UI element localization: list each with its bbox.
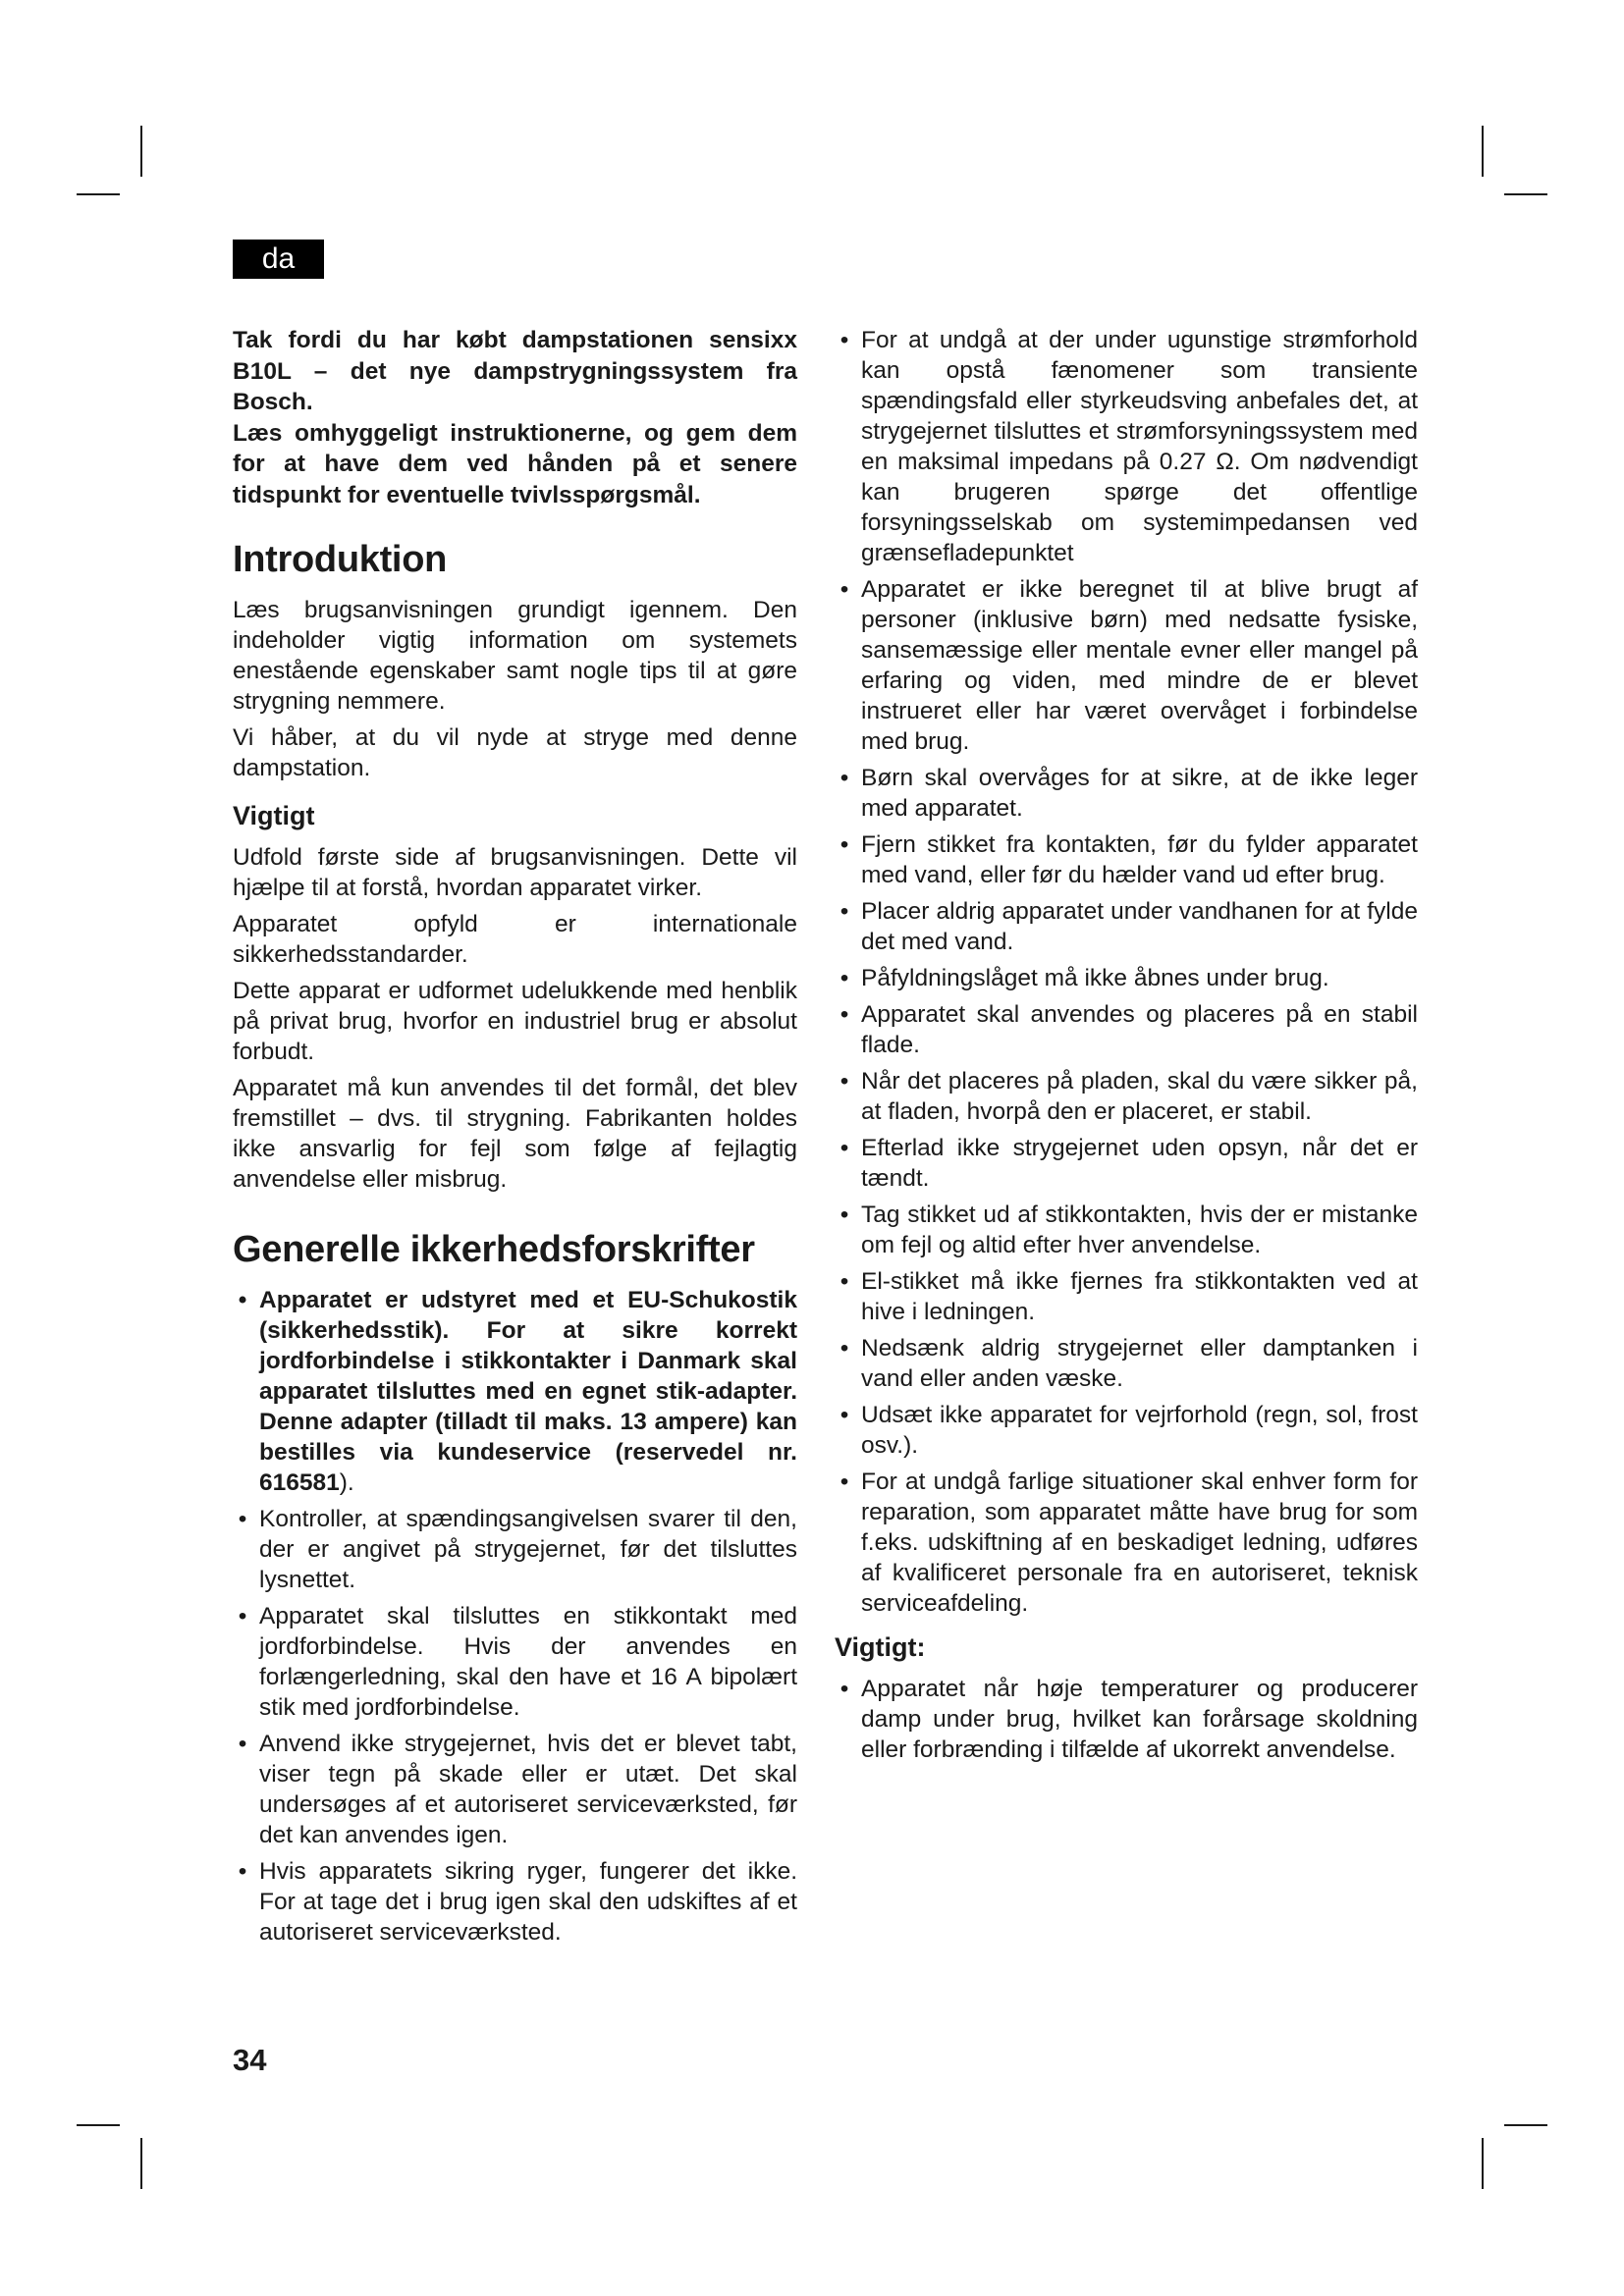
- list-item-text: Placer aldrig apparatet under vandhanen for at fylde det med vand.: [861, 898, 1418, 955]
- safety-heading: Generelle ikkerhedsforskrifter: [233, 1229, 755, 1270]
- schuko-warning-end: ).: [339, 1469, 354, 1496]
- list-item: • Udsæt ikke apparatet for vejrforhold (regn, sol, frost osv.).: [839, 1402, 1418, 1459]
- important-paragraph: Udfold første side af brugsanvisningen. Dette vil hjælpe til at forstå, hvordan apparatet virker.: [233, 844, 797, 901]
- list-item-text: Tag stikket ud af stikkontakten, hvis der er mistanke om fejl og altid efter hver anvendelse.: [861, 1201, 1418, 1258]
- list-item: • Tag stikket ud af stikkontakten, hvis der er mistanke om fejl og altid efter hver anvendelse.: [839, 1201, 1418, 1258]
- schuko-warning-text: Apparatet er udstyret med et EU-Schukostik (sikkerhedsstik). For at sikre korrekt jordforbindelse i stikkontakter i Danmark skal apparatet tilsluttes med en egnet stik-adapter. Denne adapter (tilladt til maks. 13 ampere) kan bestilles via kundeservice (reservedel nr. 616581: [259, 1287, 797, 1496]
- list-item: • Nedsænk aldrig strygejernet eller damptanken i vand eller anden væske.: [839, 1335, 1418, 1392]
- list-item: • Børn skal overvåges for at sikre, at de ikke leger med apparatet.: [839, 765, 1418, 822]
- introduction-paragraph: Vi håber, at du vil nyde at stryge med denne dampstation.: [233, 724, 797, 781]
- list-item: • Anvend ikke strygejernet, hvis det er blevet tabt, viser tegn på skade eller er utæt. Det skal undersøges af et autoriseret serviceværksted, før det kan anvendes igen.: [238, 1731, 797, 1848]
- crop-mark: [1504, 2124, 1547, 2126]
- list-item: • Når det placeres på pladen, skal du være sikker på, at fladen, hvorpå den er placeret, er stabil.: [839, 1068, 1418, 1125]
- important-paragraph: Apparatet må kun anvendes til det formål, det blev fremstillet – dvs. til strygning. Fabrikanten holdes ikke ansvarlig for fejl som følge af fejlagtig anvendelse eller misbrug.: [233, 1075, 797, 1193]
- list-item-text: Apparatet skal anvendes og placeres på en stabil flade.: [861, 1001, 1418, 1058]
- crop-mark: [1482, 2138, 1484, 2189]
- intro-block: [233, 325, 797, 510]
- list-item-text: El-stikket må ikke fjernes fra stikkontakten ved at hive i ledningen.: [861, 1268, 1418, 1325]
- list-item: • Apparatet er ikke beregnet til at blive brugt af personer (inklusive børn) med nedsatte fysiske, sansemæssige eller mentale evner eller mangel på erfaring og viden, med mindre de er blevet instrueret eller har været overvåget i forbindelse med brug.: [839, 576, 1418, 755]
- list-item-text: For at undgå farlige situationer skal enhver form for reparation, som apparatet måtte have brug for som f.eks. udskiftning af en beskadiget ledning, udføres af kvalificeret personale fra en autoriseret, teknisk serviceafdeling.: [861, 1468, 1418, 1617]
- crop-mark: [140, 126, 142, 177]
- safety-list-left: [233, 1285, 797, 1948]
- important-heading: Vigtigt: [233, 801, 315, 830]
- list-item-text: Kontroller, at spændingsangivelsen svarer til den, der er angivet på strygejernet, før det tilsluttes lysnettet.: [259, 1506, 797, 1593]
- list-item-text: Når det placeres på pladen, skal du være sikker på, at fladen, hvorpå den er placeret, er stabil.: [861, 1068, 1418, 1125]
- list-item: • Apparatet er udstyret med et EU-Schukostik (sikkerhedsstik). For at sikre korrekt jordforbindelse i stikkontakter i Danmark skal apparatet tilsluttes med en egnet stik-adapter. Denne adapter (tilladt til maks. 13 ampere) kan bestilles via kundeservice (reservedel nr. 616581).: [238, 1287, 797, 1496]
- thanks-text: Tak fordi du har købt dampstationen sensixx B10L – det nye dampstrygningssystem fra Bosch.: [233, 327, 797, 415]
- list-item: • Hvis apparatets sikring ryger, fungerer det ikke. For at tage det i brug igen skal den udskiftes af et autoriseret serviceværksted.: [238, 1858, 797, 1946]
- crop-mark: [77, 193, 120, 195]
- list-item-text: Apparatet når høje temperaturer og producerer damp under brug, hvilket kan forårsage skoldning eller forbrænding i tilfælde af ukorrekt anvendelse.: [861, 1676, 1418, 1763]
- left-column: [233, 325, 797, 1953]
- list-item-text: Anvend ikke strygejernet, hvis det er blevet tabt, viser tegn på skade eller er utæt. Det skal undersøges af et autoriseret serviceværksted, før det kan anvendes igen.: [259, 1731, 797, 1848]
- list-item: • Efterlad ikke strygejernet uden opsyn, når det er tændt.: [839, 1135, 1418, 1192]
- list-item: • El-stikket må ikke fjernes fra stikkontakten ved at hive i ledningen.: [839, 1268, 1418, 1325]
- list-item-text: Børn skal overvåges for at sikre, at de ikke leger med apparatet.: [861, 765, 1418, 822]
- introduction-heading: Introduktion: [233, 539, 448, 580]
- warning-list: [835, 1674, 1418, 1765]
- list-item: • Fjern stikket fra kontakten, før du fylder apparatet med vand, eller før du hælder vand ud efter brug.: [839, 831, 1418, 888]
- safety-list-right: [835, 325, 1418, 1619]
- list-item-text: For at undgå at der under ugunstige strømforhold kan opstå fænomener som transiente spændingsfald eller styrkeudsving anbefales det, at strygejernet tilsluttes et strømforsyningssystem med en maksimal impedans på 0.27 Ω. Om nødvendigt kan brugeren spørge det offentlige forsyningsselskab om systemimpedansen ved grænsefladepunktet: [861, 327, 1418, 566]
- crop-mark: [1482, 126, 1484, 177]
- list-item: • Kontroller, at spændingsangivelsen svarer til den, der er angivet på strygejernet, før det tilsluttes lysnettet.: [238, 1506, 797, 1593]
- crop-mark: [140, 2138, 142, 2189]
- list-item-text: Efterlad ikke strygejernet uden opsyn, når det er tændt.: [861, 1135, 1418, 1192]
- page-number: 34: [233, 2043, 267, 2077]
- list-item: • Apparatet når høje temperaturer og producerer damp under brug, hvilket kan forårsage skoldning eller forbrænding i tilfælde af ukorrekt anvendelse.: [839, 1676, 1418, 1763]
- list-item-text: Apparatet er ikke beregnet til at blive brugt af personer (inklusive børn) med nedsatte fysiske, sansemæssige eller mentale evner eller mangel på erfaring og viden, med mindre de er blevet instrueret eller har været overvåget i forbindelse med brug.: [861, 576, 1418, 755]
- list-item: • For at undgå farlige situationer skal enhver form for reparation, som apparatet måtte have brug for som f.eks. udskiftning af en beskadiget ledning, udføres af kvalificeret personale fra en autoriseret, teknisk serviceafdeling.: [839, 1468, 1418, 1617]
- right-column: [835, 325, 1418, 1771]
- list-item-text: Hvis apparatets sikring ryger, fungerer det ikke. For at tage det i brug igen skal den udskiftes af et autoriseret serviceværksted.: [259, 1858, 797, 1946]
- list-item: • Apparatet skal anvendes og placeres på en stabil flade.: [839, 1001, 1418, 1058]
- crop-mark: [77, 2124, 120, 2126]
- read-instructions-text: Læs omhyggeligt instruktionerne, og gem dem for at have dem ved hånden på et senere tidspunkt for eventuelle tvivlsspørgsmål.: [233, 419, 797, 508]
- important-paragraph: Apparatet opfyld er internationale sikkerhedsstandarder.: [233, 911, 797, 968]
- list-item-text: Fjern stikket fra kontakten, før du fylder apparatet med vand, eller før du hælder vand ud efter brug.: [861, 831, 1418, 888]
- crop-mark: [1504, 193, 1547, 195]
- list-item: • Påfyldningslåget må ikke åbnes under brug.: [839, 965, 1329, 991]
- list-item-text: Påfyldningslåget må ikke åbnes under brug.: [861, 965, 1329, 991]
- list-item: • Apparatet skal tilsluttes en stikkontakt med jordforbindelse. Hvis der anvendes en forlængerledning, skal den have et 16 A bipolært stik med jordforbindelse.: [238, 1603, 797, 1721]
- list-item-text: Udsæt ikke apparatet for vejrforhold (regn, sol, frost osv.).: [861, 1402, 1418, 1459]
- warning-heading: Vigtigt:: [835, 1632, 926, 1662]
- list-item-text: Nedsænk aldrig strygejernet eller damptanken i vand eller anden væske.: [861, 1335, 1418, 1392]
- language-badge: da: [233, 240, 324, 279]
- introduction-paragraph: Læs brugsanvisningen grundigt igennem. Den indeholder vigtig information om systemets enestående egenskaber samt nogle tips til at gøre strygning nemmere.: [233, 597, 797, 715]
- list-item: • Placer aldrig apparatet under vandhanen for at fylde det med vand.: [839, 898, 1418, 955]
- list-item-text: Apparatet skal tilsluttes en stikkontakt med jordforbindelse. Hvis der anvendes en forlængerledning, skal den have et 16 A bipolært stik med jordforbindelse.: [259, 1603, 797, 1721]
- important-paragraph: Dette apparat er udformet udelukkende med henblik på privat brug, hvorfor en industriel brug er absolut forbudt.: [233, 978, 797, 1065]
- list-item: • For at undgå at der under ugunstige strømforhold kan opstå fænomener som transiente spændingsfald eller styrkeudsving anbefales det, at strygejernet tilsluttes et strømforsyningssystem med en maksimal impedans på 0.27 Ω. Om nødvendigt kan brugeren spørge det offentlige forsyningsselskab om systemimpedansen ved grænsefladepunktet: [839, 327, 1418, 566]
